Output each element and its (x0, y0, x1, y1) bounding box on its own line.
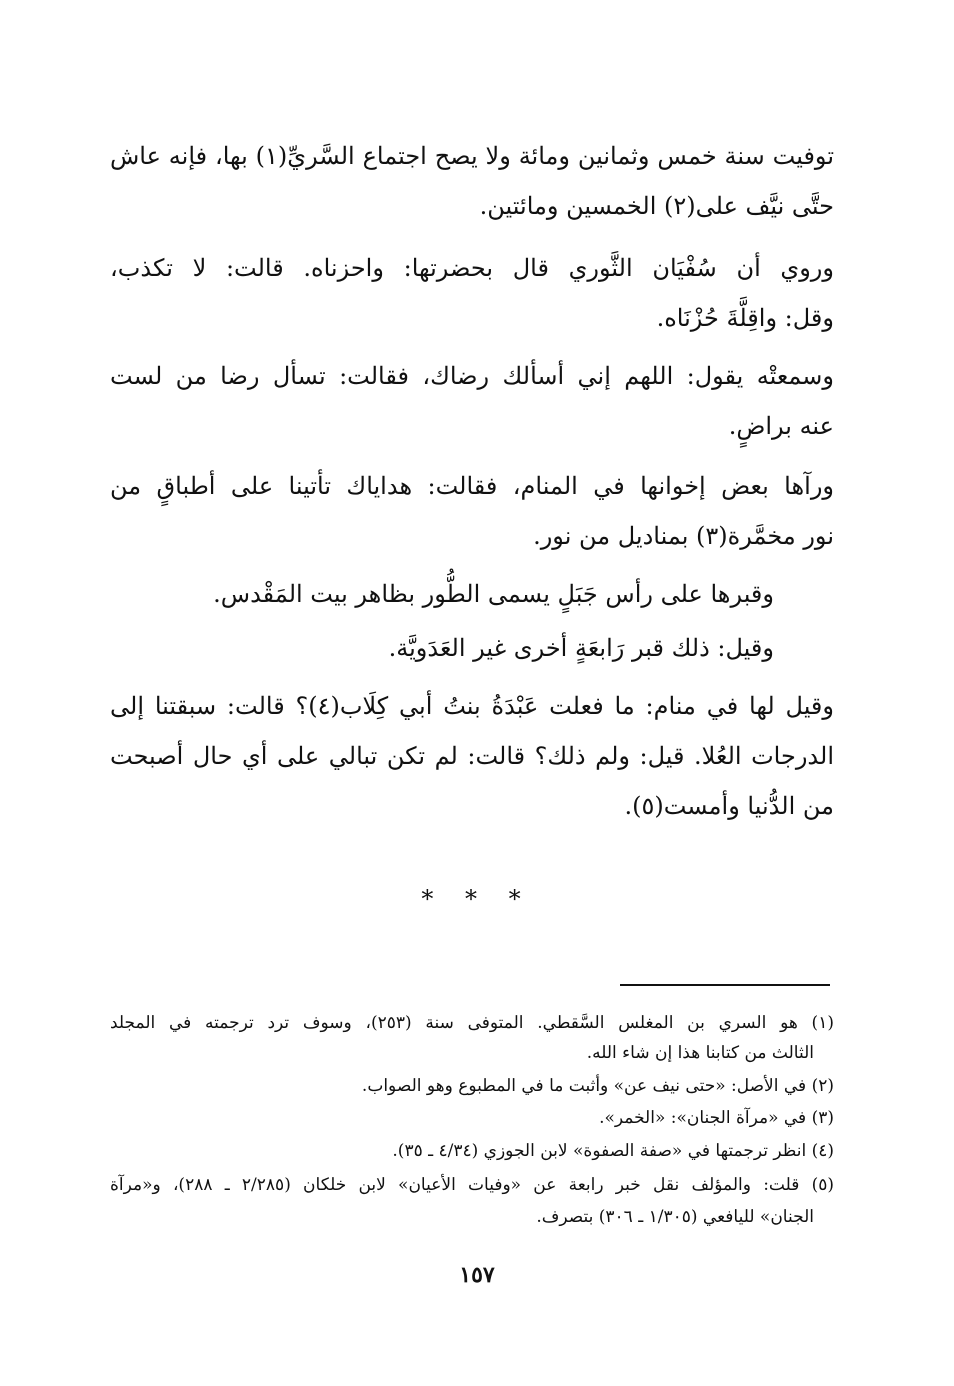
body-line: حتَّى نيَّف على(٢) الخمسين ومائتين. (479, 192, 834, 220)
body-line: وقل: واقِلَّةَ حُزْنَاه. (656, 304, 834, 332)
page-number: ١٥٧ (459, 1262, 495, 1288)
body-line: وروي أن سُفْيَان الثَّوري قال بحضرتها: واحزناه. قالت: لا تكذب، (110, 254, 834, 282)
body-line: عنه براضٍ. (728, 412, 834, 440)
section-separator: * * * (421, 885, 533, 913)
footnote-line: (٤) انظر ترجمتها في «صفة الصفوة» لابن الجوزي (٤/٣٤ ـ ٣٥). (392, 1141, 834, 1161)
body-line: وسمعتْه يقول: اللهم إني أسألك رضاك، فقالت: تسأل رضا من لست (110, 362, 834, 390)
footnote-line: (٣) في «مرآة الجنان»: «الخمر». (599, 1108, 834, 1128)
footnote-line: الثالث من كتابنا هذا إن شاء الله. (586, 1043, 814, 1063)
body-line: وقيل لها في منام: ما فعلت عَبْدَةُ بنتُ أبي كِلَاب(٤)؟ قالت: سبقتنا إلى (110, 692, 834, 720)
body-line: ورآها بعض إخوانها في المنام، فقالت: هداياك تأتينا على أطباقٍ من (110, 472, 834, 500)
footnote-line: (٥) قلت: والمؤلف نقل خبر رابعة عن «وفيات الأعيان» لابن خلكان (٢/٢٨٥ ـ ٢٨٨)، و«مرآة (110, 1175, 835, 1195)
footnote-line: (١) هو السري بن المغلس السَّقطي. المتوفى سنة (٢٥٣)، وسوف ترد ترجمته في المجلد (110, 1013, 834, 1033)
body-line: نور مخمَّرة(٣) بمناديل من نور. (533, 522, 834, 550)
body-line: الدرجات العُلا. قيل: ولم ذلك؟ قالت: لم تكن تبالي على أي حال أصبحت (110, 742, 834, 770)
footnote-line: (٢) في الأصل: «حتى نيف عن» وأثبت ما في المطبوع وهو الصواب. (361, 1076, 834, 1096)
body-line: من الدُّنيا وأمست(٥). (624, 792, 834, 820)
footnote-line: الجنان» لليافعي (١/٣٠٥ ـ ٣٠٦) بتصرف. (536, 1207, 814, 1227)
body-line: وقيل: ذلك قبر رَابعَةٍ أخرى غير العَدَويَّة. (388, 634, 774, 662)
body-line: وقبرها على رأس جَبَلٍ يسمى الطُّور بظاهر بيت المَقْدس. (213, 580, 774, 608)
body-line: توفيت سنة خمس وثمانين ومائة ولا يصح اجتماع السَّريِّ(١) بها، فإنه عاش (110, 142, 834, 170)
footnote-rule (620, 984, 830, 986)
